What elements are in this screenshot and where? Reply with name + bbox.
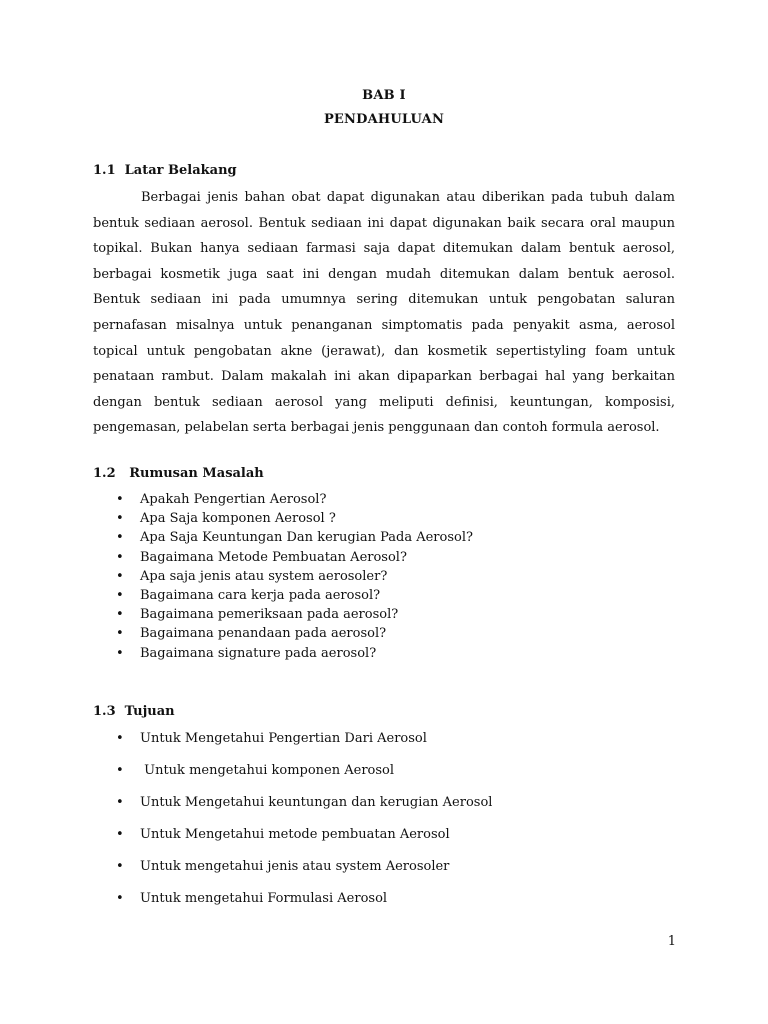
bullet-icon: • [116,626,124,642]
bullet-icon: • [116,511,124,527]
chapter-title: PENDAHULUAN [323,112,445,127]
list-item: • Untuk mengetahui jenis atau system Aerosoler [116,851,492,883]
list-item: • Untuk Mengetahui metode pembuatan Aerosol [116,819,492,851]
bullet-icon: • [116,530,124,546]
bullet-icon: • [116,568,124,584]
list-item: • Apa saja jenis atau system aerosoler? [116,567,473,586]
list-item: • Untuk Mengetahui Pengertian Dari Aerosol [116,723,492,755]
bullet-icon: • [116,859,124,874]
bullet-icon: • [116,795,124,810]
section-heading-tujuan: 1.3 Tujuan [93,704,175,719]
latar-belakang-paragraph: Berbagai jenis bahan obat dapat digunakan atau diberikan pada tubuh dalam bentuk sediaan aerosol. Bentuk sediaan ini dapat digunakan baik secara oral maupun topikal. Bukan hanya sediaan farmasi saja dapat ditemukan dalam bentuk aerosol, berbagai kosmetik juga saat ini dengan mudah ditemukan dalam bentuk aerosol. Bentuk sediaan ini pada umumnya sering ditemukan untuk pengobatan saluran pernafasan misalnya untuk penanganan simptomatis pada penyakit asma, aerosol topical untuk pengobatan akne (jerawat), dan kosmetik sepertistyling foam untuk penataan rambut. Dalam makalah ini akan dipaparkan berbagai hal yang berkaitan dengan bentuk sediaan aerosol yang meliputi definisi, keuntungan, komposisi, pengemasan, pelabelan serta berbagai jenis penggunaan dan contoh formula aerosol. [93,190,675,436]
list-item: • Untuk Mengetahui keuntungan dan kerugian Aerosol [116,787,492,819]
bullet-icon: • [116,827,124,842]
list-item: • Bagaimana pemeriksaan pada aerosol? [116,605,473,624]
bullet-icon: • [116,607,124,623]
list-item: • Apa Saja Keuntungan Dan kerugian Pada Aerosol? [116,528,473,547]
list-item: • Bagaimana Metode Pembuatan Aerosol? [116,548,473,567]
chapter-label: BAB I [362,88,406,103]
bullet-icon: • [116,731,124,746]
bullet-icon: • [116,587,124,603]
bullet-icon: • [116,549,124,565]
list-item: • Apa Saja komponen Aerosol ? [116,509,473,528]
list-item: • Untuk mengetahui komponen Aerosol [116,755,492,787]
list-item: • Untuk mengetahui Formulasi Aerosol [116,883,492,915]
bullet-icon: • [116,891,124,906]
list-item: • Apakah Pengertian Aerosol? [116,490,473,509]
bullet-icon: • [116,645,124,661]
section-heading-rumusan-masalah: 1.2 Rumusan Masalah [93,466,264,481]
bullet-icon: • [116,492,124,507]
list-item: • Bagaimana cara kerja pada aerosol? [116,586,473,605]
page-number: 1 [667,934,676,949]
list-item: • Bagaimana signature pada aerosol? [116,644,473,663]
tujuan-list [116,723,492,915]
bullet-icon: • [116,763,124,778]
list-item: • Bagaimana penandaan pada aerosol? [116,624,473,643]
section-heading-latar-belakang: 1.1 Latar Belakang [93,163,237,178]
rumusan-masalah-list [116,490,473,663]
